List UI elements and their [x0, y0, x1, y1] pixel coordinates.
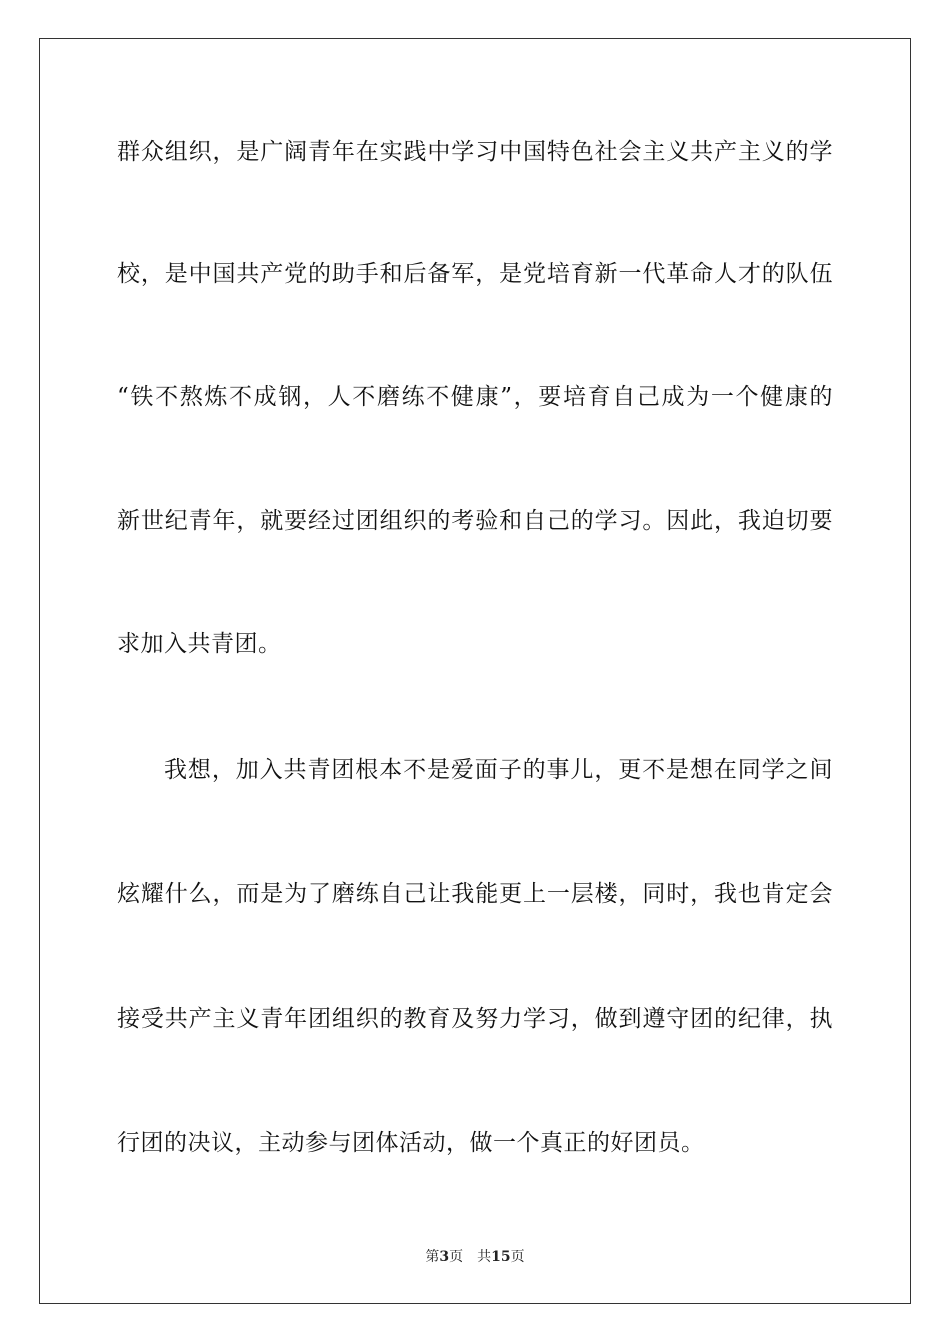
page-footer — [0, 1247, 950, 1267]
paragraph-line-3: “铁不熬炼不成钢，人不磨练不健康”，要培育自己成为一个健康的 — [117, 384, 833, 410]
footer-page-number: 3 — [439, 1249, 450, 1265]
paragraph-line-1: 群众组织，是广阔青年在实践中学习中国特色社会主义共产主义的学 — [117, 139, 833, 165]
paragraph-line-6: 我想，加入共青团根本不是爱面子的事儿，更不是想在同学之间 — [164, 757, 833, 783]
footer-total-pages: 15 — [491, 1249, 511, 1265]
paragraph-line-4: 新世纪青年，就要经过团组织的考验和自己的学习。因此，我迫切要 — [117, 508, 833, 534]
paragraph-line-2: 校，是中国共产党的助手和后备军，是党培育新一代革命人才的队伍 — [117, 261, 833, 287]
paragraph-line-8: 接受共产主义青年团组织的教育及努力学习，做到遵守团的纪律，执 — [117, 1006, 833, 1032]
footer-total-prefix: 共 — [477, 1249, 492, 1265]
paragraph-line-9: 行团的决议，主动参与团体活动，做一个真正的好团员。 — [117, 1130, 705, 1156]
footer-page-suffix: 页 — [449, 1249, 464, 1265]
page-border — [39, 38, 911, 1304]
paragraph-line-5: 求加入共青团。 — [117, 631, 282, 657]
footer-prefix: 第 — [425, 1249, 440, 1265]
footer-total-suffix: 页 — [510, 1249, 525, 1265]
paragraph-line-7: 炫耀什么，而是为了磨练自己让我能更上一层楼，同时，我也肯定会 — [117, 881, 833, 907]
